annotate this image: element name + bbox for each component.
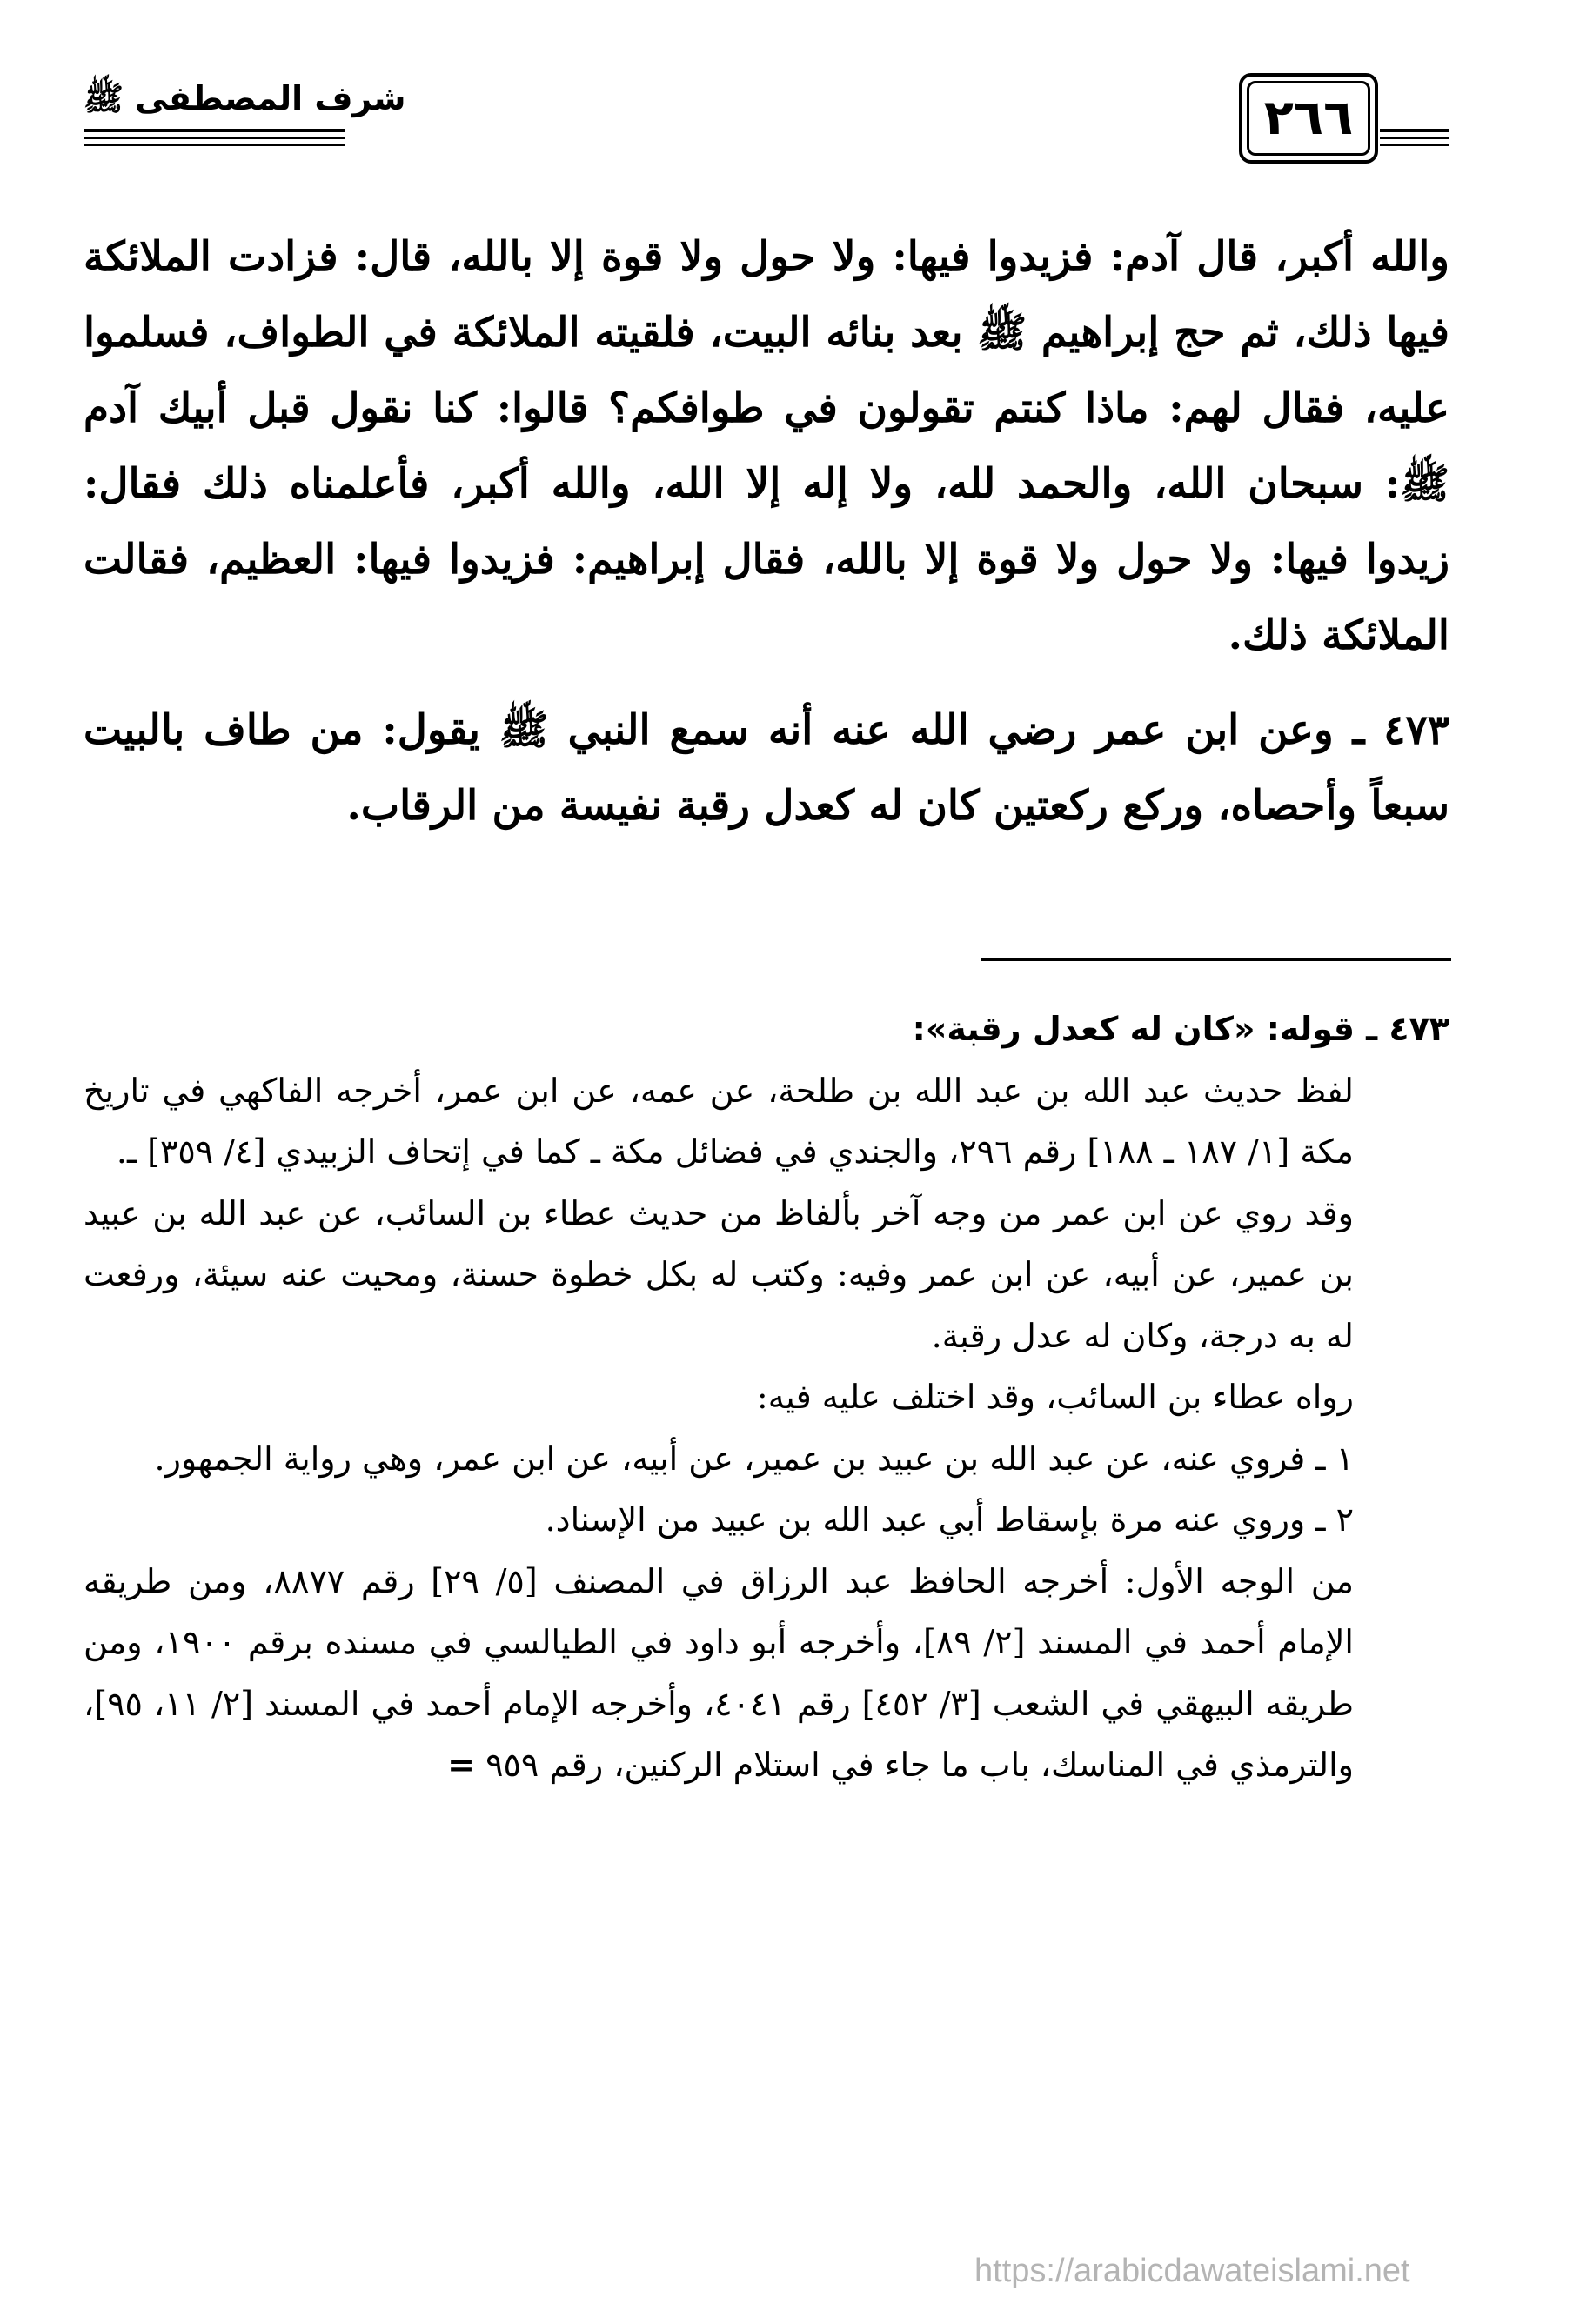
header-rule-right <box>1380 129 1449 146</box>
footnote-paragraph: وقد روي عن ابن عمر من وجه آخر بألفاظ من حديث عطاء بن السائب، عن عبد الله بن عبيد بن عمير، عن أبيه، عن ابن عمر وفيه: وكتب له بكل خطوة حسنة، ومحيت عنه سيئة، ورفعت له به درجة، وكان له عدل رقبة. <box>84 1193 1354 1355</box>
footnote-body <box>84 1060 1449 1796</box>
page-number-box <box>1239 73 1378 164</box>
watermark: https://arabicdawateislami.net <box>974 2253 1410 2289</box>
footnote-text: من الوجه الأول: أخرجه الحافظ عبد الرزاق في المصنف [٥/ ٢٩] رقم ٨٨٧٧، ومن طريقه الإمام أحمد في المسند [٢/ ٨٩]، وأخرجه أبو داود في الطيالسي في مسنده برقم ١٩٠٠، ومن طريقه البيهقي في الشعب [٣/ ٤٥٢] رقم ٤٠٤١، وأخرجه الإمام أحمد في المسند [٢/ ١١، ٩٥]، والترمذي في المناسك، باب ما جاء في استلام الركنين، رقم ٩٥٩ <box>84 1561 1355 1784</box>
footnote-paragraph: رواه عطاء بن السائب، وقد اختلف عليه فيه: <box>756 1378 1354 1416</box>
header-rule-left <box>84 129 345 146</box>
footnote-heading: ٤٧٣ ـ قوله: «كان له كعدل رقبة»: <box>912 1010 1449 1048</box>
footnote-paragraph-last <box>84 1551 1354 1796</box>
footnote-divider <box>981 958 1451 961</box>
footnotes <box>84 998 1449 1796</box>
main-paragraph: والله أكبر، قال آدم: فزيدوا فيها: ولا حول ولا قوة إلا بالله، قال: فزادت الملائكة فيها ذلك، ثم حج إبراهيم ﷺ بعد بنائه البيت، فلقيته الملائكة في الطواف، فسلموا عليه، فقال لهم: ماذا كنتم تقولون في طوافكم؟ قالوا: كنا نقول قبل أبيك آدم ﷺ: سبحان الله، والحمد لله، ولا إله إلا الله، والله أكبر، فأعلمناه ذلك فقال: زيدوا فيها: ولا حول ولا قوة إلا بالله، فقال إبراهيم: فزيدوا فيها: العظيم، فقالت الملائكة ذلك. <box>84 233 1449 659</box>
page-number: ٢٦٦ <box>1247 81 1370 156</box>
footnote-paragraph: ١ ـ فروي عنه، عن عبد الله بن عبيد بن عمير، عن أبيه، عن ابن عمر، وهي رواية الجمهور. <box>154 1439 1354 1478</box>
footnote-paragraph: لفظ حديث عبد الله بن عبد الله بن طلحة، عن عمه، عن ابن عمر، أخرجه الفاكهي في تاريخ مكة [١/ ١٨٧ ـ ١٨٨] رقم ٢٩٦، والجندي في فضائل مكة ـ كما في إتحاف الزبيدي [٤/ ٣٥٩] ـ. <box>84 1071 1354 1171</box>
running-title: شرف المصطفى ﷺ <box>84 79 406 117</box>
hadith-paragraph: ٤٧٣ ـ وعن ابن عمر رضي الله عنه أنه سمع النبي ﷺ يقول: من طاف بالبيت سبعاً وأحصاه، وركع ركعتين كان له كعدل رقبة نفيسة من الرقاب. <box>84 706 1449 830</box>
page-header <box>84 73 1449 167</box>
footnote-paragraph: ٢ ـ وروي عنه مرة بإسقاط أبي عبد الله بن عبيد من الإسناد. <box>545 1500 1354 1539</box>
continuation-mark: = <box>447 1745 475 1784</box>
main-text <box>84 219 1449 844</box>
